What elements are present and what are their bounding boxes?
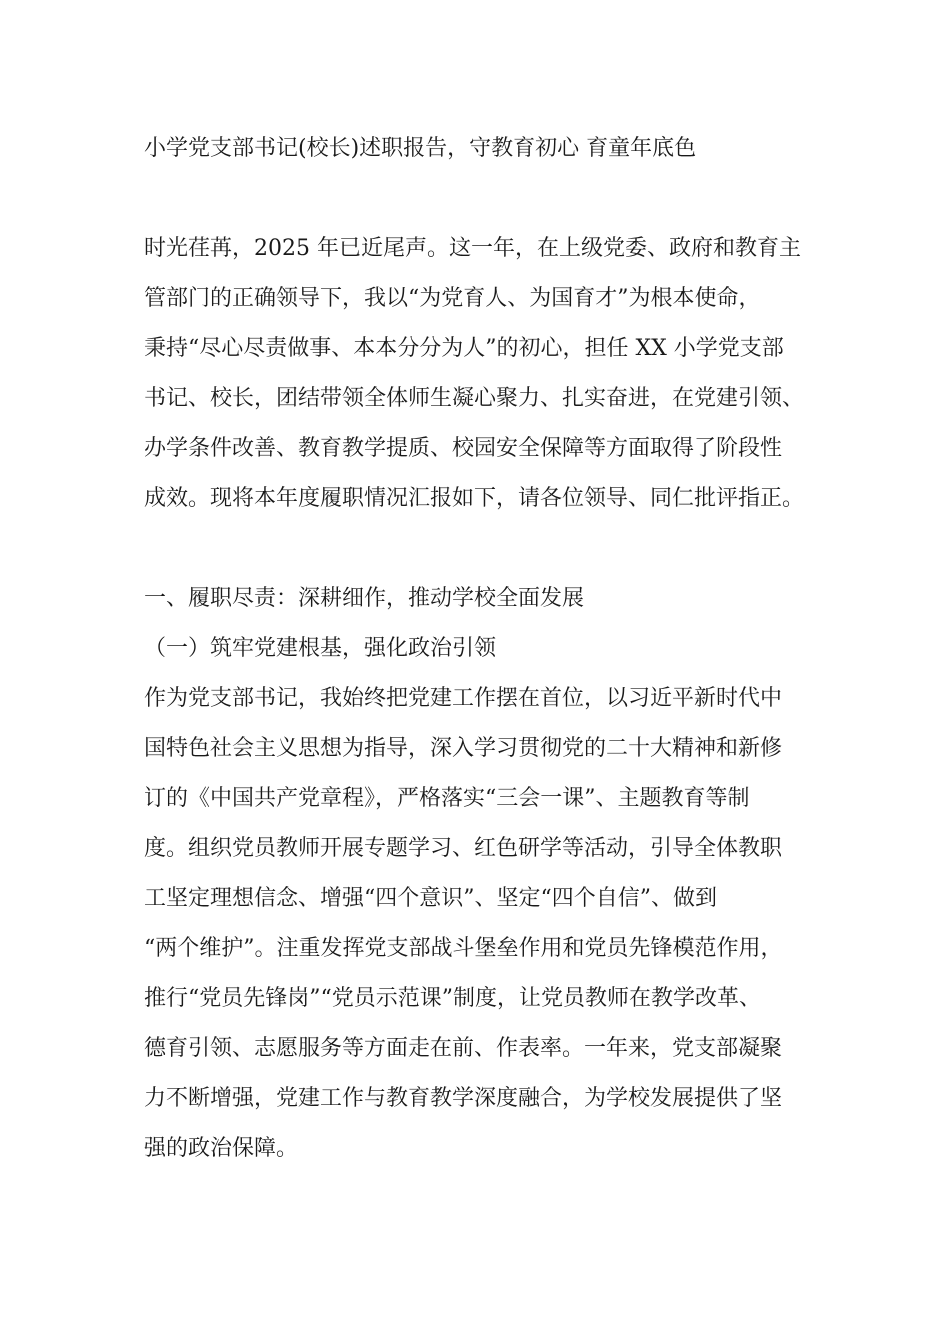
paragraph-line: 工坚定理想信念、增强“四个意识”、坚定“四个自信”、做到 [144,886,717,911]
paragraph-line: 度。组织党员教师开展专题学习、红色研学等活动，引导全体教职 [144,836,783,861]
intro-line: 书记、校长，团结带领全体师生凝心聚力、扎实奋进，在党建引领、 [144,386,805,411]
paragraph-line: 德育引领、志愿服务等方面走在前、作表率。一年来，党支部凝聚 [144,1036,783,1061]
section-heading: 一、履职尽责：深耕细作，推动学校全面发展 [144,586,585,611]
paragraph-line: 力不断增强，党建工作与教育教学深度融合，为学校发展提供了坚 [144,1086,783,1111]
paragraph-line: 作为党支部书记，我始终把党建工作摆在首位，以习近平新时代中 [144,686,783,711]
paragraph-line: 推行“党员先锋岗”“党员示范课”制度，让党员教师在教学改革、 [144,986,761,1011]
paragraph-line: 国特色社会主义思想为指导，深入学习贯彻党的二十大精神和新修 [144,736,783,761]
paragraph-line: “两个维护”。注重发挥党支部战斗堡垒作用和党员先锋模范作用， [144,936,783,961]
subsection-paragraph [144,684,834,1184]
intro-line: 管部门的正确领导下，我以“为党育人、为国育才”为根本使命， [144,286,761,311]
intro-line: 时光荏苒，2025 年已近尾声。这一年，在上级党委、政府和教育主 [144,236,801,261]
subsection-heading: （一）筑牢党建根基，强化政治引领 [144,636,497,661]
intro-paragraph [144,234,834,534]
intro-line: 秉持“尽心尽责做事、本本分分为人”的初心，担任 XX 小学党支部 [144,336,784,361]
intro-line: 办学条件改善、教育教学提质、校园安全保障等方面取得了阶段性 [144,436,783,461]
intro-line: 成效。现将本年度履职情况汇报如下，请各位领导、同仁批评指正。 [144,486,805,511]
paragraph-line: 强的政治保障。 [144,1136,299,1161]
document-title: 小学党支部书记(校长)述职报告，守教育初心 育童年底色 [144,136,697,161]
paragraph-line: 订的《中国共产党章程》，严格落实“三会一课”、主题教育等制 [144,786,750,811]
